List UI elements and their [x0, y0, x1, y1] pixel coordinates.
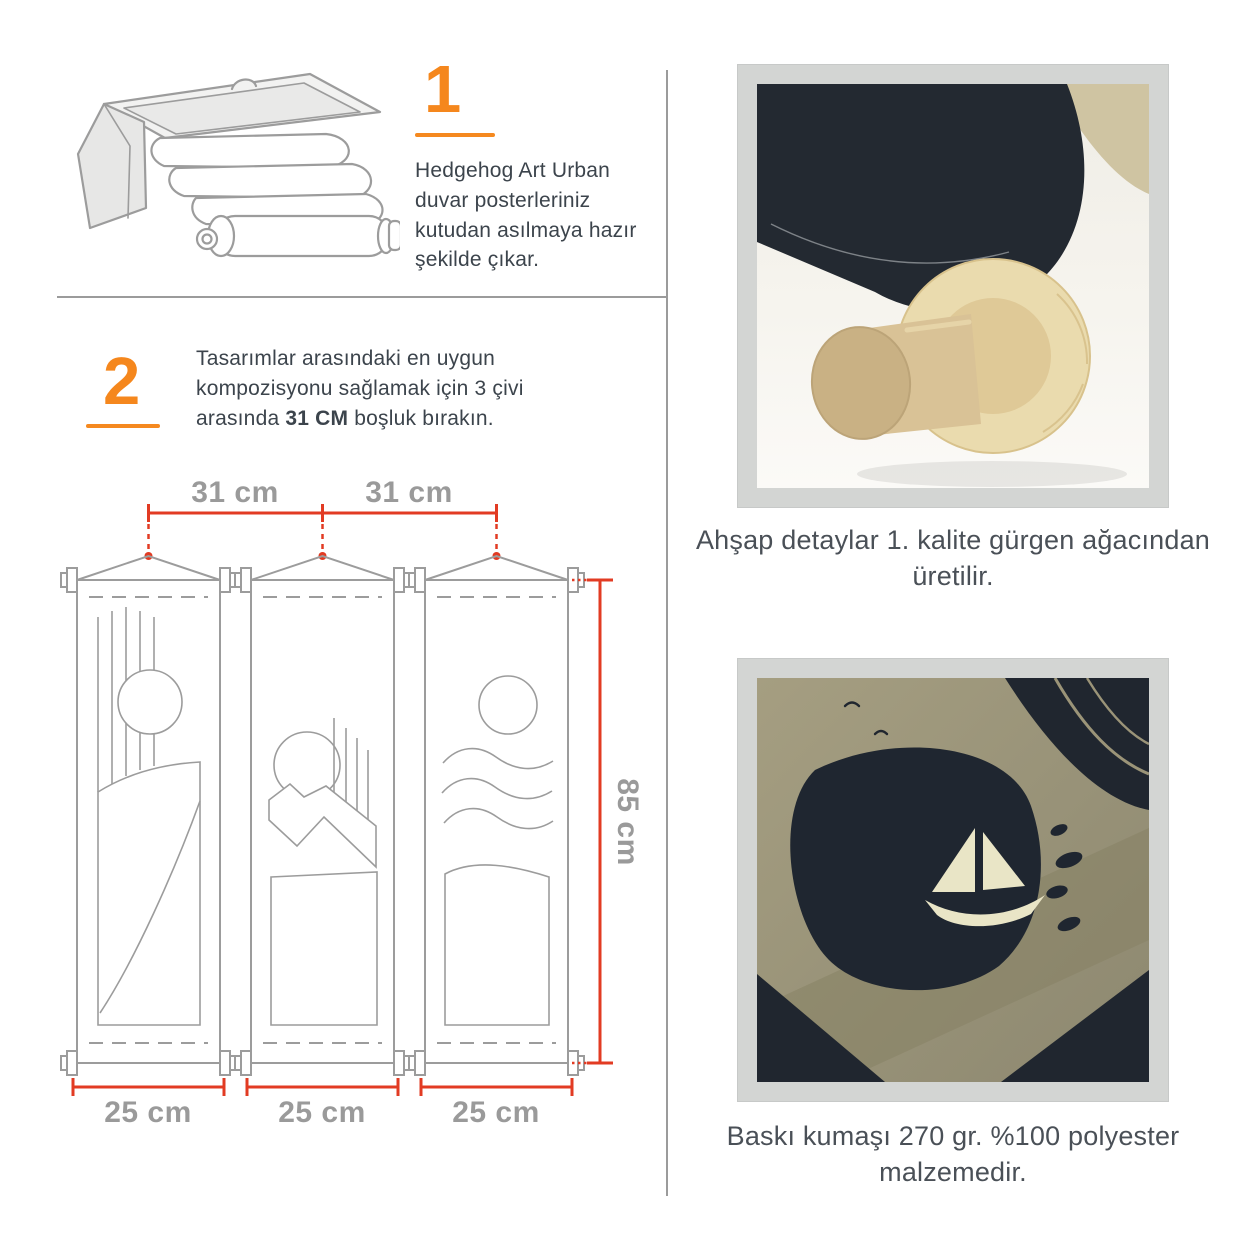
floor-shadow [857, 461, 1127, 487]
width-measure-lines [73, 1078, 572, 1096]
photo-caption-wood: Ahşap detaylar 1. kalite gürgen ağacından üretilir. [695, 525, 1211, 592]
width-label-2: 25 cm [278, 1096, 366, 1129]
width-label-3: 25 cm [452, 1096, 540, 1129]
step1-number: 1 [424, 52, 461, 127]
box-left-panel [78, 104, 146, 228]
poster-hanging-diagram [60, 470, 660, 1135]
box-scroll-illustration [64, 58, 400, 266]
gap-label-1: 31 cm [191, 476, 279, 509]
sheet-1 [151, 134, 348, 168]
step1-text: Hedgehog Art Urban duvar posterleriniz kutudan asılmaya hazır şekilde çıkar. [415, 159, 637, 272]
step2-text-after: boşluk bırakın. [348, 406, 494, 430]
wooden-dowel-detail-photo [757, 84, 1149, 488]
width-label-1: 25 cm [104, 1096, 192, 1129]
gap-label-2: 31 cm [365, 476, 453, 509]
sheet-2 [169, 164, 371, 198]
poster-banner-3 [409, 556, 584, 1075]
height-label: 85 cm [611, 778, 644, 866]
scroll-dowel-right [389, 221, 400, 250]
vertical-divider [666, 70, 668, 1196]
scroll-dowel-left-core [203, 235, 212, 244]
photo-caption-fabric: Baskı kumaşı 270 gr. %100 polyester malzemedir. [726, 1121, 1180, 1188]
fabric-print-detail-photo [757, 678, 1149, 1082]
scroll-roll [216, 216, 388, 256]
height-measure-line [572, 580, 613, 1063]
poster-banner-1 [61, 556, 236, 1075]
step2-text-bold: 31 CM [285, 406, 349, 430]
step2-number: 2 [103, 344, 140, 419]
horizontal-divider [57, 296, 668, 298]
poster-banner-2 [235, 556, 410, 1075]
step2-underline [86, 424, 160, 428]
step2-text-before: Tasarımlar arasındaki en uygun kompozisyonu sağlamak için 3 çivi arasında [196, 347, 524, 430]
step1-underline [415, 133, 495, 137]
photo-card-fabric-detail [737, 658, 1169, 1102]
photo-card-wood-detail [737, 64, 1169, 508]
gap-measure-line [149, 504, 497, 552]
step2-text [196, 344, 566, 433]
